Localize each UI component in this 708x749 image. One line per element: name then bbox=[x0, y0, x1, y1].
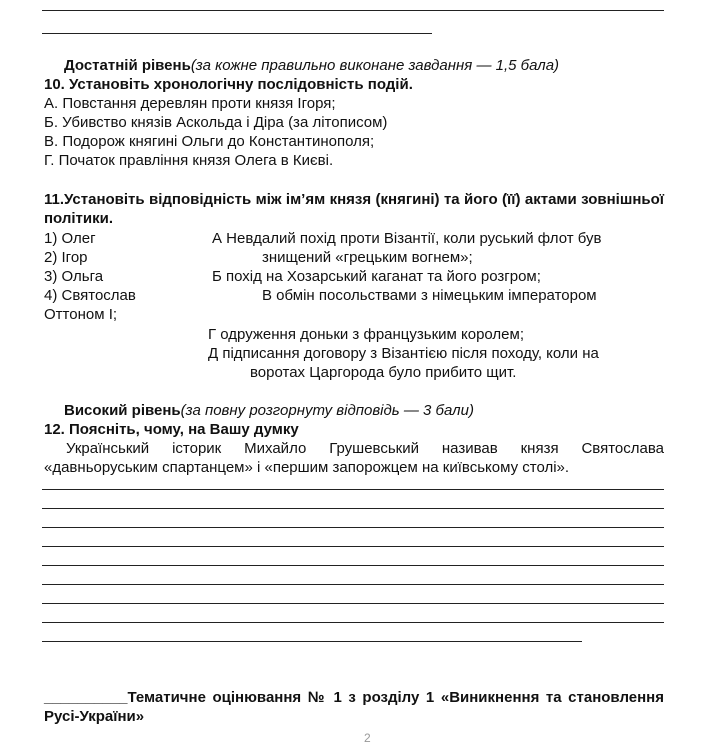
level-note: (за повну розгорнуту відповідь — 3 бали) bbox=[180, 402, 474, 419]
task11-heading: 11.Установіть відповідність між ім’ям князя (княгині) та його (її) актами зовнішньої політики. bbox=[44, 191, 664, 227]
task10-option-g: Г. Початок правління князя Олега в Києві. bbox=[44, 152, 334, 169]
answer-line bbox=[42, 33, 432, 34]
answer-line bbox=[42, 527, 664, 528]
level-note: (за кожне правильно виконане завдання — 1,5 бала) bbox=[190, 57, 560, 74]
answer-line bbox=[42, 584, 664, 585]
task11-act-b: Б похід на Хозарський каганат та його розгром; bbox=[212, 268, 541, 285]
task10-option-v: В. Подорож княгині Ольги до Константинополя; bbox=[44, 133, 375, 150]
answer-line bbox=[42, 489, 664, 490]
footer-text: Тематичне оцінювання № 1 з розділу 1 «Виникнення та становлення Русі-України» bbox=[44, 689, 664, 725]
answer-line bbox=[42, 508, 664, 509]
footer-thematic-assessment bbox=[44, 688, 664, 726]
task11-name-3: 3) Ольга bbox=[44, 268, 104, 285]
task11-act-d-cont: воротах Царгорода було прибито щит. bbox=[250, 364, 517, 381]
task11-name-2: 2) Ігор bbox=[44, 249, 88, 266]
level-high-header bbox=[64, 401, 474, 420]
task10-heading: 10. Установіть хронологічну послідовність подій. bbox=[44, 76, 413, 93]
answer-line bbox=[42, 565, 664, 566]
level-title: Достатній рівень bbox=[64, 57, 191, 74]
task11-act-a-cont: знищений «грецьким вогнем»; bbox=[262, 249, 473, 266]
task10-option-b: Б. Убивство князів Аскольда і Діра (за літописом) bbox=[44, 114, 388, 131]
answer-line bbox=[42, 10, 664, 11]
task12-text: Український історик Михайло Грушевський називав князя Святослава «давньоруським спартанцем» і «першим запорожцем на київському столі». bbox=[44, 440, 664, 476]
answer-line bbox=[42, 641, 582, 642]
task11-name-4: 4) Святослав bbox=[44, 287, 136, 304]
task11-name-1: 1) Олег bbox=[44, 230, 96, 247]
footer-blank: __________ bbox=[44, 689, 128, 706]
answer-line bbox=[42, 622, 664, 623]
page-number: 2 bbox=[364, 731, 371, 745]
answer-line bbox=[42, 546, 664, 547]
task11-act-d: Д підписання договору з Візантією після походу, коли на bbox=[208, 345, 599, 362]
task12-heading: 12. Поясніть, чому, на Вашу думку bbox=[44, 421, 299, 438]
task11-act-g: Г одруження доньки з французьким королем; bbox=[208, 326, 524, 343]
task11-act-a: А Невдалий похід проти Візантії, коли руський флот був bbox=[212, 230, 602, 247]
level-sufficient-header bbox=[64, 56, 559, 75]
level-title: Високий рівень bbox=[64, 402, 181, 419]
task11-act-v: В обмін посольствами з німецьким імператором bbox=[262, 287, 597, 304]
task11-name-4-cont: Оттоном І; bbox=[44, 306, 118, 323]
task10-option-a: А. Повстання деревлян проти князя Ігоря; bbox=[44, 95, 336, 112]
answer-line bbox=[42, 603, 664, 604]
